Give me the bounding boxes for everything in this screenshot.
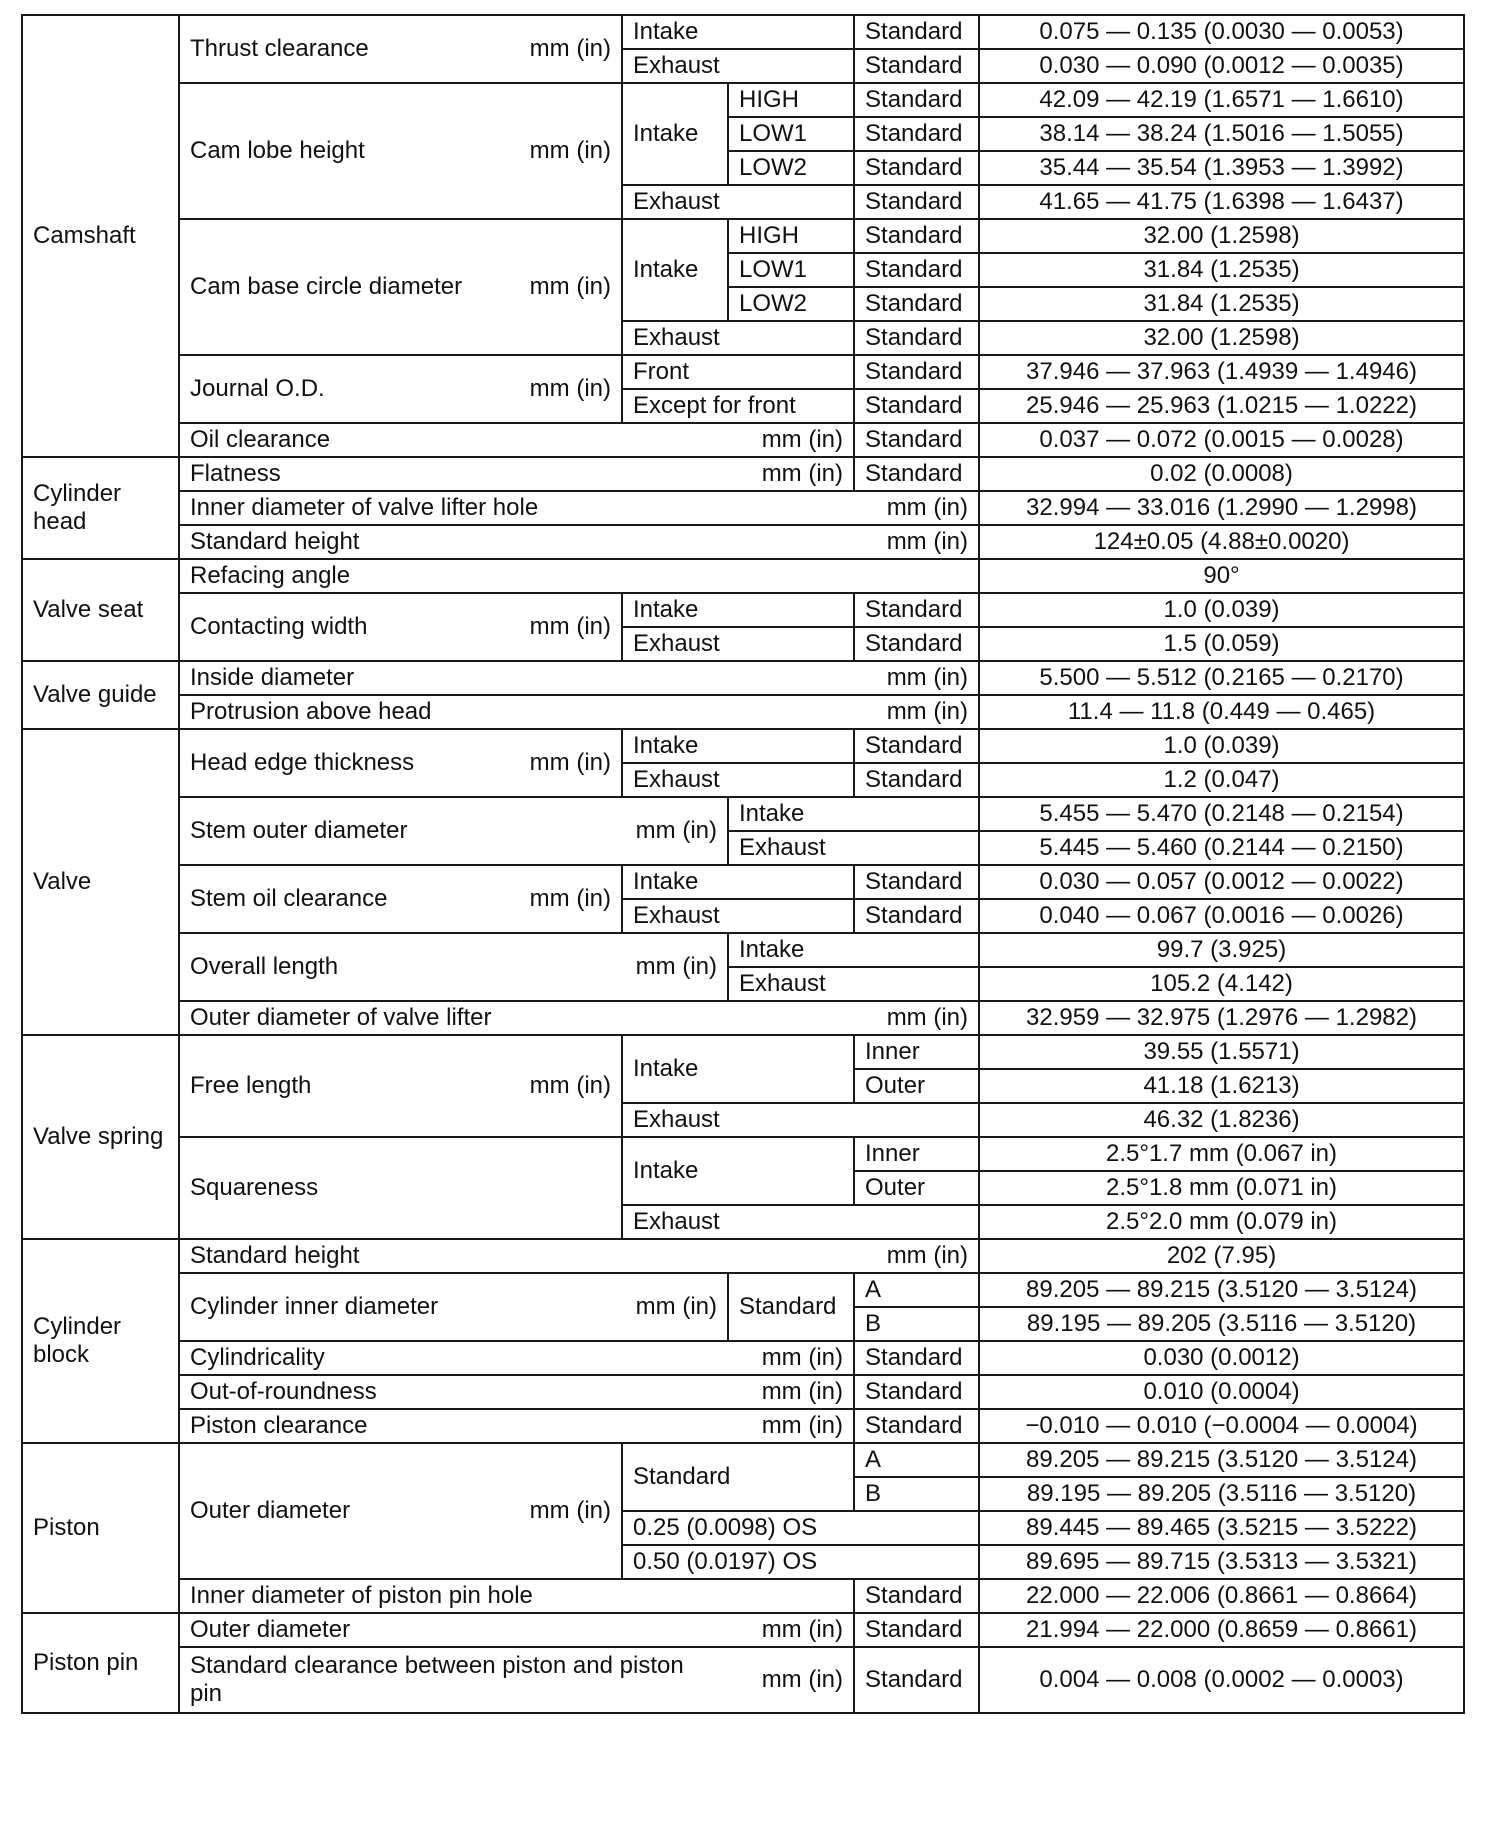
spec-value: 0.030 — 0.090 (0.0012 — 0.0035) [979,49,1464,83]
sub-label: Front [622,355,854,389]
std-label: Standard [854,423,979,457]
spec-value: 32.959 — 32.975 (1.2976 — 1.2982) [979,1001,1464,1035]
table-row [22,1375,1464,1409]
std-label: Standard [854,117,979,151]
spec-value: 46.32 (1.8236) [979,1103,1464,1137]
spec-label: Stem outer diameter mm (in) [179,797,728,865]
spec-value: 41.65 — 41.75 (1.6398 — 1.6437) [979,185,1464,219]
spec-label: Standard clearance between piston and piston pin mm (in) [179,1647,854,1713]
spec-value: 0.02 (0.0008) [979,457,1464,491]
std-label: Standard [854,865,979,899]
spec-label: Head edge thickness mm (in) [179,729,622,797]
spec-label: Flatness mm (in) [179,457,854,491]
spec-value: 5.500 — 5.512 (0.2165 — 0.2170) [979,661,1464,695]
sub-label: Exhaust [622,1205,979,1239]
spec-value: 5.445 — 5.460 (0.2144 — 0.2150) [979,831,1464,865]
spec-value: 2.5°1.7 mm (0.067 in) [979,1137,1464,1171]
sub-label: Exhaust [622,763,854,797]
std-label: Standard [854,151,979,185]
std-label: Standard [728,1273,854,1341]
spec-label: Cylindricality mm (in) [179,1341,854,1375]
group-label: Piston pin [22,1613,179,1713]
group-label: Valve spring [22,1035,179,1239]
spec-value: 39.55 (1.5571) [979,1035,1464,1069]
sub-label: Intake [622,219,728,321]
spec-label: Contacting width mm (in) [179,593,622,661]
spec-value: −0.010 — 0.010 (−0.0004 — 0.0004) [979,1409,1464,1443]
spec-value: 90° [979,559,1464,593]
spec-value: 38.14 — 38.24 (1.5016 — 1.5055) [979,117,1464,151]
table-row [22,1341,1464,1375]
std-label: Standard [854,763,979,797]
group-label: Valve [22,729,179,1035]
table-row [22,457,1464,491]
spec-value: 21.994 — 22.000 (0.8659 — 0.8661) [979,1613,1464,1647]
table-row [22,525,1464,559]
sub-label: Intake [622,1137,854,1205]
std-label: Standard [854,1579,979,1613]
spec-label: Overall length mm (in) [179,933,728,1001]
spec-value: 89.205 — 89.215 (3.5120 — 3.5124) [979,1443,1464,1477]
specification-table [21,14,1465,1714]
group-label: Piston [22,1443,179,1613]
spec-value: 11.4 — 11.8 (0.449 — 0.465) [979,695,1464,729]
spec-value: 0.010 (0.0004) [979,1375,1464,1409]
table-row [22,83,1464,117]
spec-value: 1.2 (0.047) [979,763,1464,797]
spec-value: 124±0.05 (4.88±0.0020) [979,525,1464,559]
spec-value: 31.84 (1.2535) [979,253,1464,287]
spec-value: 37.946 — 37.963 (1.4939 — 1.4946) [979,355,1464,389]
table-row [22,1137,1464,1171]
spec-value: 89.445 — 89.465 (3.5215 — 3.5222) [979,1511,1464,1545]
sub-label: Exhaust [622,185,854,219]
spec-value: 32.00 (1.2598) [979,219,1464,253]
table-row [22,219,1464,253]
sub-label: Exhaust [622,49,854,83]
sub-label: LOW1 [728,117,854,151]
table-row [22,933,1464,967]
sub-label: Intake [622,729,854,763]
table-row [22,661,1464,695]
spec-value: 0.030 — 0.057 (0.0012 — 0.0022) [979,865,1464,899]
spec-label: Inner diameter of valve lifter hole mm (in) [179,491,979,525]
spec-label: Refacing angle [179,559,979,593]
spec-value: 0.004 — 0.008 (0.0002 — 0.0003) [979,1647,1464,1713]
spec-value: 105.2 (4.142) [979,967,1464,1001]
spec-value: 89.195 — 89.205 (3.5116 — 3.5120) [979,1307,1464,1341]
spec-value: 1.0 (0.039) [979,593,1464,627]
table-row [22,797,1464,831]
spec-value: 0.030 (0.0012) [979,1341,1464,1375]
spec-value: 89.695 — 89.715 (3.5313 — 3.5321) [979,1545,1464,1579]
sub-label: Intake [728,933,979,967]
sub-label: Exhaust [728,967,979,1001]
sub-label: LOW2 [728,151,854,185]
std-label: Standard [854,627,979,661]
sub-label: Outer [854,1069,979,1103]
std-label: Standard [854,729,979,763]
spec-value: 2.5°1.8 mm (0.071 in) [979,1171,1464,1205]
std-label: Standard [854,389,979,423]
spec-label: Inside diameter mm (in) [179,661,979,695]
table-row [22,1647,1464,1713]
spec-label: Oil clearance mm (in) [179,423,854,457]
sub-label: Exhaust [622,321,854,355]
table-row [22,1443,1464,1477]
table-row [22,1001,1464,1035]
table-row [22,355,1464,389]
sub-label: Inner [854,1137,979,1171]
spec-value: 0.037 — 0.072 (0.0015 — 0.0028) [979,423,1464,457]
sub-label: HIGH [728,219,854,253]
spec-label: Piston clearance mm (in) [179,1409,854,1443]
std-label: Standard [854,83,979,117]
std-label: Standard [854,593,979,627]
grade-label: B [854,1307,979,1341]
sub-label: 0.50 (0.0197) OS [622,1545,979,1579]
spec-value: 35.44 — 35.54 (1.3953 — 1.3992) [979,151,1464,185]
table-row [22,1613,1464,1647]
spec-value: 1.5 (0.059) [979,627,1464,661]
sub-label: Intake [622,15,854,49]
spec-value: 89.195 — 89.205 (3.5116 — 3.5120) [979,1477,1464,1511]
std-label: Standard [854,1409,979,1443]
sub-label: HIGH [728,83,854,117]
table-row [22,491,1464,525]
std-label: Standard [854,15,979,49]
group-label: Cylinder block [22,1239,179,1443]
table-row [22,865,1464,899]
table-row [22,423,1464,457]
sub-label: Exhaust [622,627,854,661]
spec-label: Free length mm (in) [179,1035,622,1137]
std-label: Standard [854,219,979,253]
spec-value: 99.7 (3.925) [979,933,1464,967]
spec-value: 32.00 (1.2598) [979,321,1464,355]
spec-label: Journal O.D. mm (in) [179,355,622,423]
grade-label: A [854,1273,979,1307]
spec-value: 22.000 — 22.006 (0.8661 — 0.8664) [979,1579,1464,1613]
table-row [22,1035,1464,1069]
sub-label: 0.25 (0.0098) OS [622,1511,979,1545]
spec-value: 89.205 — 89.215 (3.5120 — 3.5124) [979,1273,1464,1307]
std-label: Standard [854,287,979,321]
table-row [22,559,1464,593]
spec-value: 25.946 — 25.963 (1.0215 — 1.0222) [979,389,1464,423]
spec-label: Cylinder inner diameter mm (in) [179,1273,728,1341]
grade-label: A [854,1443,979,1477]
spec-label: Cam lobe height mm (in) [179,83,622,219]
spec-value: 0.075 — 0.135 (0.0030 — 0.0053) [979,15,1464,49]
std-label: Standard [854,355,979,389]
sub-label: Intake [622,1035,854,1103]
spec-value: 202 (7.95) [979,1239,1464,1273]
std-label: Standard [854,1647,979,1713]
group-label: Valve guide [22,661,179,729]
spec-value: 42.09 — 42.19 (1.6571 — 1.6610) [979,83,1464,117]
spec-value: 31.84 (1.2535) [979,287,1464,321]
group-label: Valve seat [22,559,179,661]
spec-label: Inner diameter of piston pin hole [179,1579,854,1613]
std-label: Standard [854,1341,979,1375]
spec-value: 0.040 — 0.067 (0.0016 — 0.0026) [979,899,1464,933]
spec-label: Outer diameter mm (in) [179,1613,854,1647]
std-label: Standard [854,49,979,83]
spec-label: Squareness [179,1137,622,1239]
spec-label: Standard height mm (in) [179,525,979,559]
sub-label: Exhaust [728,831,979,865]
table-row [22,1273,1464,1307]
table-row [22,1579,1464,1613]
spec-label: Cam base circle diameter mm (in) [179,219,622,355]
table-row [22,15,1464,49]
std-label: Standard [854,899,979,933]
spec-value: 1.0 (0.039) [979,729,1464,763]
sub-label: LOW1 [728,253,854,287]
sub-label: Exhaust [622,1103,979,1137]
sub-label: Intake [622,865,854,899]
spec-label: Protrusion above head mm (in) [179,695,979,729]
spec-value: 32.994 — 33.016 (1.2990 — 1.2998) [979,491,1464,525]
std-label: Standard [622,1443,854,1511]
table-row [22,593,1464,627]
sub-label: Intake [622,593,854,627]
sub-label: Except for front [622,389,854,423]
std-label: Standard [854,253,979,287]
std-label: Standard [854,1613,979,1647]
spec-label: Stem oil clearance mm (in) [179,865,622,933]
grade-label: B [854,1477,979,1511]
table-row [22,729,1464,763]
table-row [22,1409,1464,1443]
spec-label: Outer diameter of valve lifter mm (in) [179,1001,979,1035]
spec-value: 5.455 — 5.470 (0.2148 — 0.2154) [979,797,1464,831]
std-label: Standard [854,321,979,355]
sub-label: LOW2 [728,287,854,321]
std-label: Standard [854,1375,979,1409]
spec-label: Out-of-roundness mm (in) [179,1375,854,1409]
std-label: Standard [854,185,979,219]
group-label: Cylinder head [22,457,179,559]
spec-label: Standard height mm (in) [179,1239,979,1273]
sub-label: Inner [854,1035,979,1069]
std-label: Standard [854,457,979,491]
sub-label: Exhaust [622,899,854,933]
spec-value: 41.18 (1.6213) [979,1069,1464,1103]
table-row [22,695,1464,729]
spec-label: Thrust clearance mm (in) [179,15,622,83]
sub-label: Outer [854,1171,979,1205]
sub-label: Intake [728,797,979,831]
table-row [22,1239,1464,1273]
sub-label: Intake [622,83,728,185]
spec-label: Outer diameter mm (in) [179,1443,622,1579]
group-label: Camshaft [22,15,179,457]
spec-value: 2.5°2.0 mm (0.079 in) [979,1205,1464,1239]
